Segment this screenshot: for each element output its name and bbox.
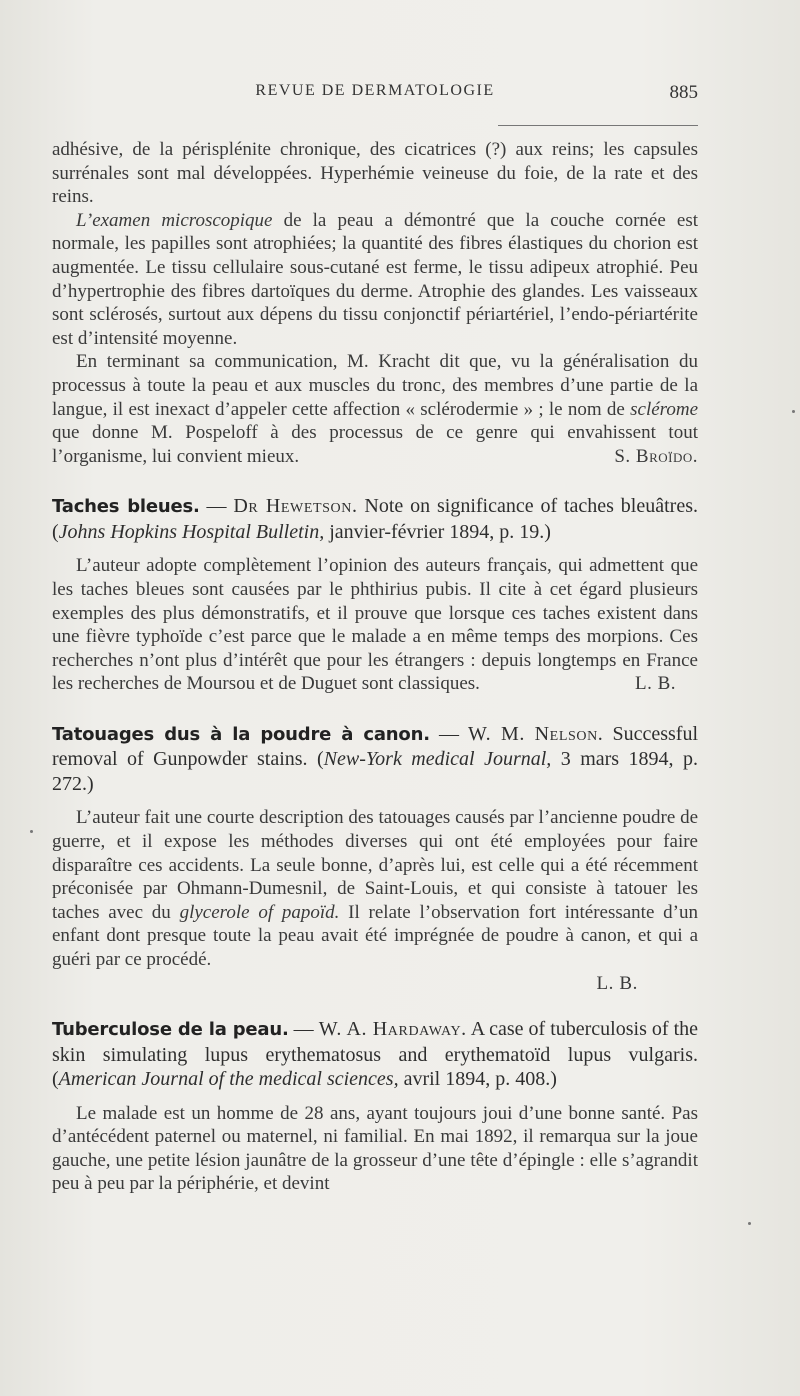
emphasis-text: L’examen microscopique bbox=[76, 209, 273, 231]
article-taches-bleues bbox=[52, 494, 698, 696]
article-author: W. M. Nelson. bbox=[468, 722, 604, 745]
article-author: W. A. Hardaway. bbox=[318, 1018, 467, 1041]
page-header bbox=[52, 82, 698, 106]
heading-dash: — bbox=[429, 722, 469, 745]
article-heading bbox=[52, 1017, 698, 1092]
emphasis-text: glycerole of papoïd. bbox=[179, 901, 340, 923]
signature: L. B. bbox=[634, 673, 676, 695]
article-body bbox=[52, 554, 698, 696]
article-title: Tatouages dus à la poudre à canon. bbox=[52, 723, 430, 745]
article-subtitle: Note on significance of taches bleuâtres. ( bbox=[52, 495, 698, 543]
citation: 3 mars 1894, p. 272.) bbox=[52, 748, 698, 795]
paragraph bbox=[52, 138, 698, 209]
paragraph-text: adhésive, de la périsplénite chronique, des cicatrices (?) aux reins; les capsules surrénales sont mal développées. Hyperhémie veineuse du foie, de la rate et des reins. bbox=[52, 139, 698, 208]
article-tatouages bbox=[52, 722, 698, 995]
paragraph-text: Il relate l’observation fort intéressante d’un enfant dont presque toute la peau avait été imprégnée de poudre à canon, et qui a guéri par ce procédé. bbox=[52, 901, 698, 970]
article-subtitle: Successful removal of Gunpowder stains. ( bbox=[52, 722, 698, 771]
signature-line bbox=[52, 972, 698, 996]
header-rule bbox=[498, 125, 698, 126]
paragraph bbox=[52, 1102, 698, 1196]
heading-dash: — bbox=[288, 1018, 319, 1041]
article-body bbox=[52, 806, 698, 995]
article-title: Taches bleues. bbox=[52, 496, 200, 518]
signature: L. B. bbox=[596, 972, 638, 994]
paragraph-text: de la peau a démontré que la couche cornée est normale, les papilles sont atrophiées; la quantité des fibres élastiques du chorion est augmentée. Le tissu cellulaire sous-cutané est ferme, le tissu adipeux atrophié. Peu d’hypertrophie des fibres dartoïques du derme. Atrophie des glandes. Les vaisseaux sont sclérosés, surtout aux dépens du tissu conjonctif périartériel, l’endo-périartérite est d’intensité moyenne. bbox=[52, 209, 699, 349]
paragraph-text: L’auteur adopte complètement l’opinion des auteurs français, qui admettent que les taches bleues sont causées par le phthirius pubis. Il cite à cet égard plusieurs exemples des plus démonstratifs, et il prouve que lorsque ces taches existent dans une fièvre typhoïde c’est parce que le malade a en même temps des morpions. Ces recherches n’ont plus d’intérêt que pour les étrangers : depuis longtemps en France les recherches de Moursou et de Duguet sont classiques. bbox=[52, 555, 698, 695]
article-subtitle: A case of tuberculosis of the skin simulating lupus erythematosus and erythematoïd lupus vulgaris. ( bbox=[52, 1018, 699, 1091]
heading-dash: — bbox=[199, 495, 234, 518]
journal-name: New-York medical Journal, bbox=[323, 748, 552, 771]
paragraph bbox=[52, 209, 698, 351]
emphasis-text: sclérome bbox=[630, 398, 699, 420]
paragraph bbox=[52, 350, 698, 468]
paragraph-text: que donne M. Pospeloff à des processus de ce genre qui envahissent tout l’organisme, lui convient mieux. bbox=[52, 422, 698, 467]
article-body bbox=[52, 1102, 698, 1196]
article-title: Tuberculose de la peau. bbox=[52, 1019, 289, 1041]
article-heading bbox=[52, 494, 698, 544]
journal-name: American Journal of the medical sciences, bbox=[58, 1068, 399, 1091]
paragraph-text: L’auteur fait une courte description des tatouages causés par l’ancienne poudre de guerre, et il expose les méthodes diverses qui ont été employées pour faire disparaître ces accidents. La seule bonne, d’après lui, est celle qui a été récemment préconisée par Ohmann-Dumesnil, de Saint-Louis, et qui consiste à tatouer les taches avec du bbox=[52, 807, 698, 923]
running-head: REVUE DE DERMATOLOGIE bbox=[255, 82, 495, 99]
article-heading bbox=[52, 722, 698, 797]
signature: S. Broïdo. bbox=[614, 445, 698, 467]
paragraph bbox=[52, 554, 698, 696]
journal-name: Johns Hopkins Hospital Bulletin, bbox=[58, 520, 325, 543]
paragraph bbox=[52, 806, 698, 971]
margin-speck bbox=[30, 830, 33, 833]
body-text bbox=[52, 138, 698, 1196]
margin-speck bbox=[792, 410, 795, 413]
citation: janvier-février 1894, p. 19.) bbox=[324, 520, 551, 543]
previous-article-continuation bbox=[52, 138, 698, 468]
article-tuberculose bbox=[52, 1017, 698, 1196]
article-author: Dr Hewetson. bbox=[233, 495, 358, 518]
page-number: 885 bbox=[669, 82, 698, 103]
paragraph-text: En terminant sa communication, M. Kracht dit que, vu la généralisation du processus à toute la peau et aux muscles du tronc, des membres d’une partie de la langue, il est inexact d’appeler cette affection « sclérodermie » ; le nom de bbox=[52, 351, 698, 420]
paragraph-text: Le malade est un homme de 28 ans, ayant toujours joui d’une bonne santé. Pas d’antécédent paternel ou maternel, ni familial. En mai 1892, il remarqua sur la joue gauche, une petite lésion jaunâtre de la grosseur d’une tête d’épingle : elle s’agrandit peu à peu par la périphérie, et devint bbox=[52, 1102, 698, 1195]
citation: avril 1894, p. 408.) bbox=[398, 1068, 557, 1091]
margin-speck bbox=[748, 1222, 751, 1225]
